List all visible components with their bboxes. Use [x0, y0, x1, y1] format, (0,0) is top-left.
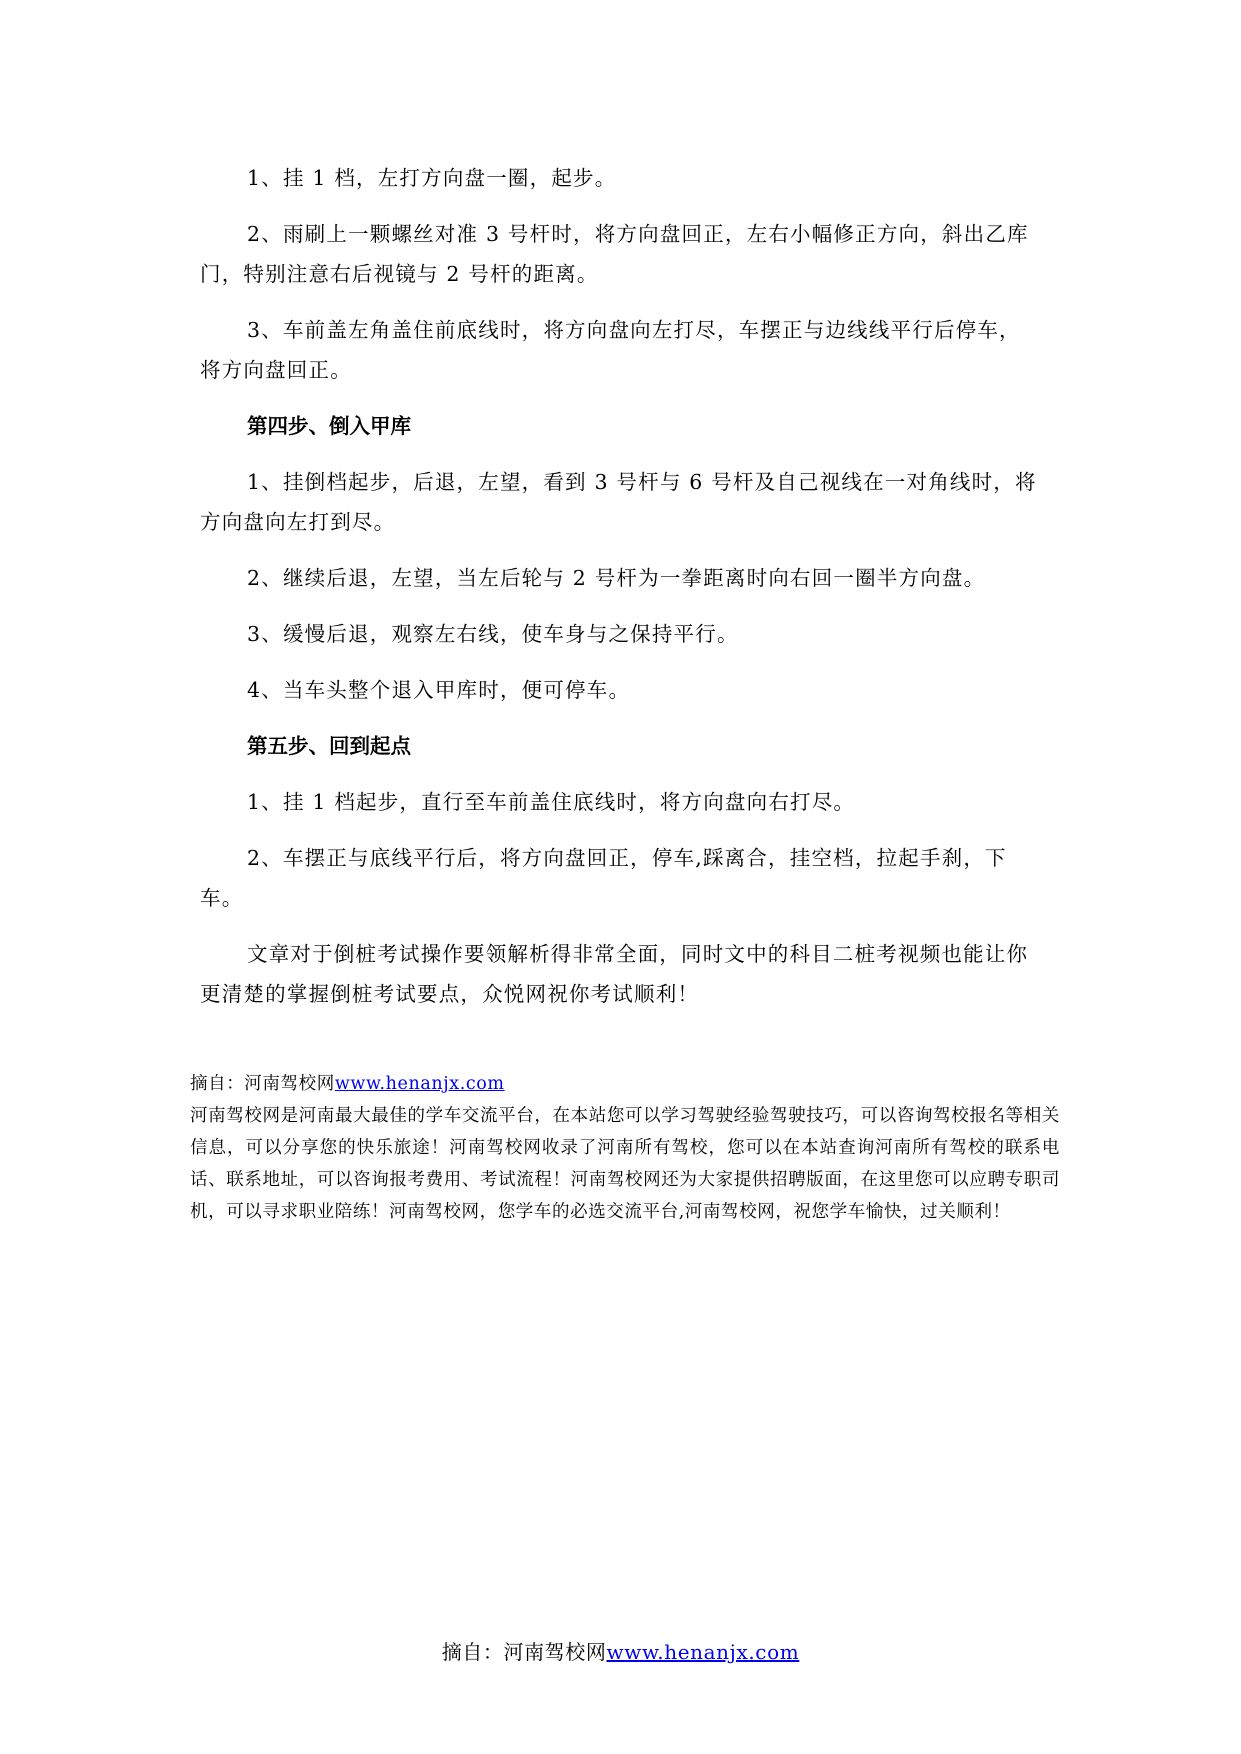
step-paragraph: 2、车摆正与底线平行后，将方向盘回正，停车,踩离合，挂空档，拉起手刹，下车。	[200, 846, 1007, 910]
source-attribution	[190, 1068, 1060, 1100]
source-block	[190, 1068, 1060, 1228]
closing-paragraph: 文章对于倒桩考试操作要领解析得非常全面，同时文中的科目二桩考视频也能让你更清楚的掌握倒桩考试要点，众悦网祝你考试顺利！	[200, 942, 1029, 1006]
step-paragraph: 1、挂倒档起步，后退，左望，看到 3 号杆与 6 号杆及自己视线在一对角线时，将方向盘向左打到尽。	[200, 470, 1037, 534]
section-heading: 第四步、倒入甲库	[247, 414, 411, 438]
source-prefix: 摘自：河南驾校网	[190, 1074, 335, 1094]
step-paragraph: 2、继续后退，左望，当左后轮与 2 号杆为一拳距离时向右回一圈半方向盘。	[247, 566, 986, 590]
step-paragraph: 2、雨刷上一颗螺丝对准 3 号杆时，将方向盘回正，左右小幅修正方向，斜出乙库门，特别注意右后视镜与 2 号杆的距离。	[200, 222, 1029, 286]
article-body	[200, 158, 1040, 1030]
page-footer	[0, 1637, 1241, 1667]
section-heading: 第五步、回到起点	[247, 734, 411, 758]
step-paragraph: 1、挂 1 档，左打方向盘一圈，起步。	[247, 166, 617, 190]
footer-link[interactable]: www.henanjx.com	[606, 1640, 800, 1664]
source-description: 河南驾校网是河南最大最佳的学车交流平台，在本站您可以学习驾驶经验驾驶技巧，可以咨询驾校报名等相关信息，可以分享您的快乐旅途！河南驾校网收录了河南所有驾校，您可以在本站查询河南所有驾校的联系电话、联系地址，可以咨询报考费用、考试流程！河南驾校网还为大家提供招聘版面，在这里您可以应聘专职司机，可以寻求职业陪练！河南驾校网，您学车的必选交流平台,河南驾校网，祝您学车愉快，过关顺利！	[190, 1106, 1060, 1222]
step-paragraph: 3、缓慢后退，观察左右线，使车身与之保持平行。	[247, 622, 739, 646]
step-paragraph: 3、车前盖左角盖住前底线时，将方向盘向左打尽，车摆正与边线线平行后停车，将方向盘回正。	[200, 318, 1021, 382]
step-paragraph: 1、挂 1 档起步，直行至车前盖住底线时，将方向盘向右打尽。	[247, 790, 856, 814]
source-link[interactable]: www.henanjx.com	[334, 1074, 505, 1094]
footer-prefix: 摘自：河南驾校网	[441, 1640, 607, 1664]
step-paragraph: 4、当车头整个退入甲库时，便可停车。	[247, 678, 631, 702]
